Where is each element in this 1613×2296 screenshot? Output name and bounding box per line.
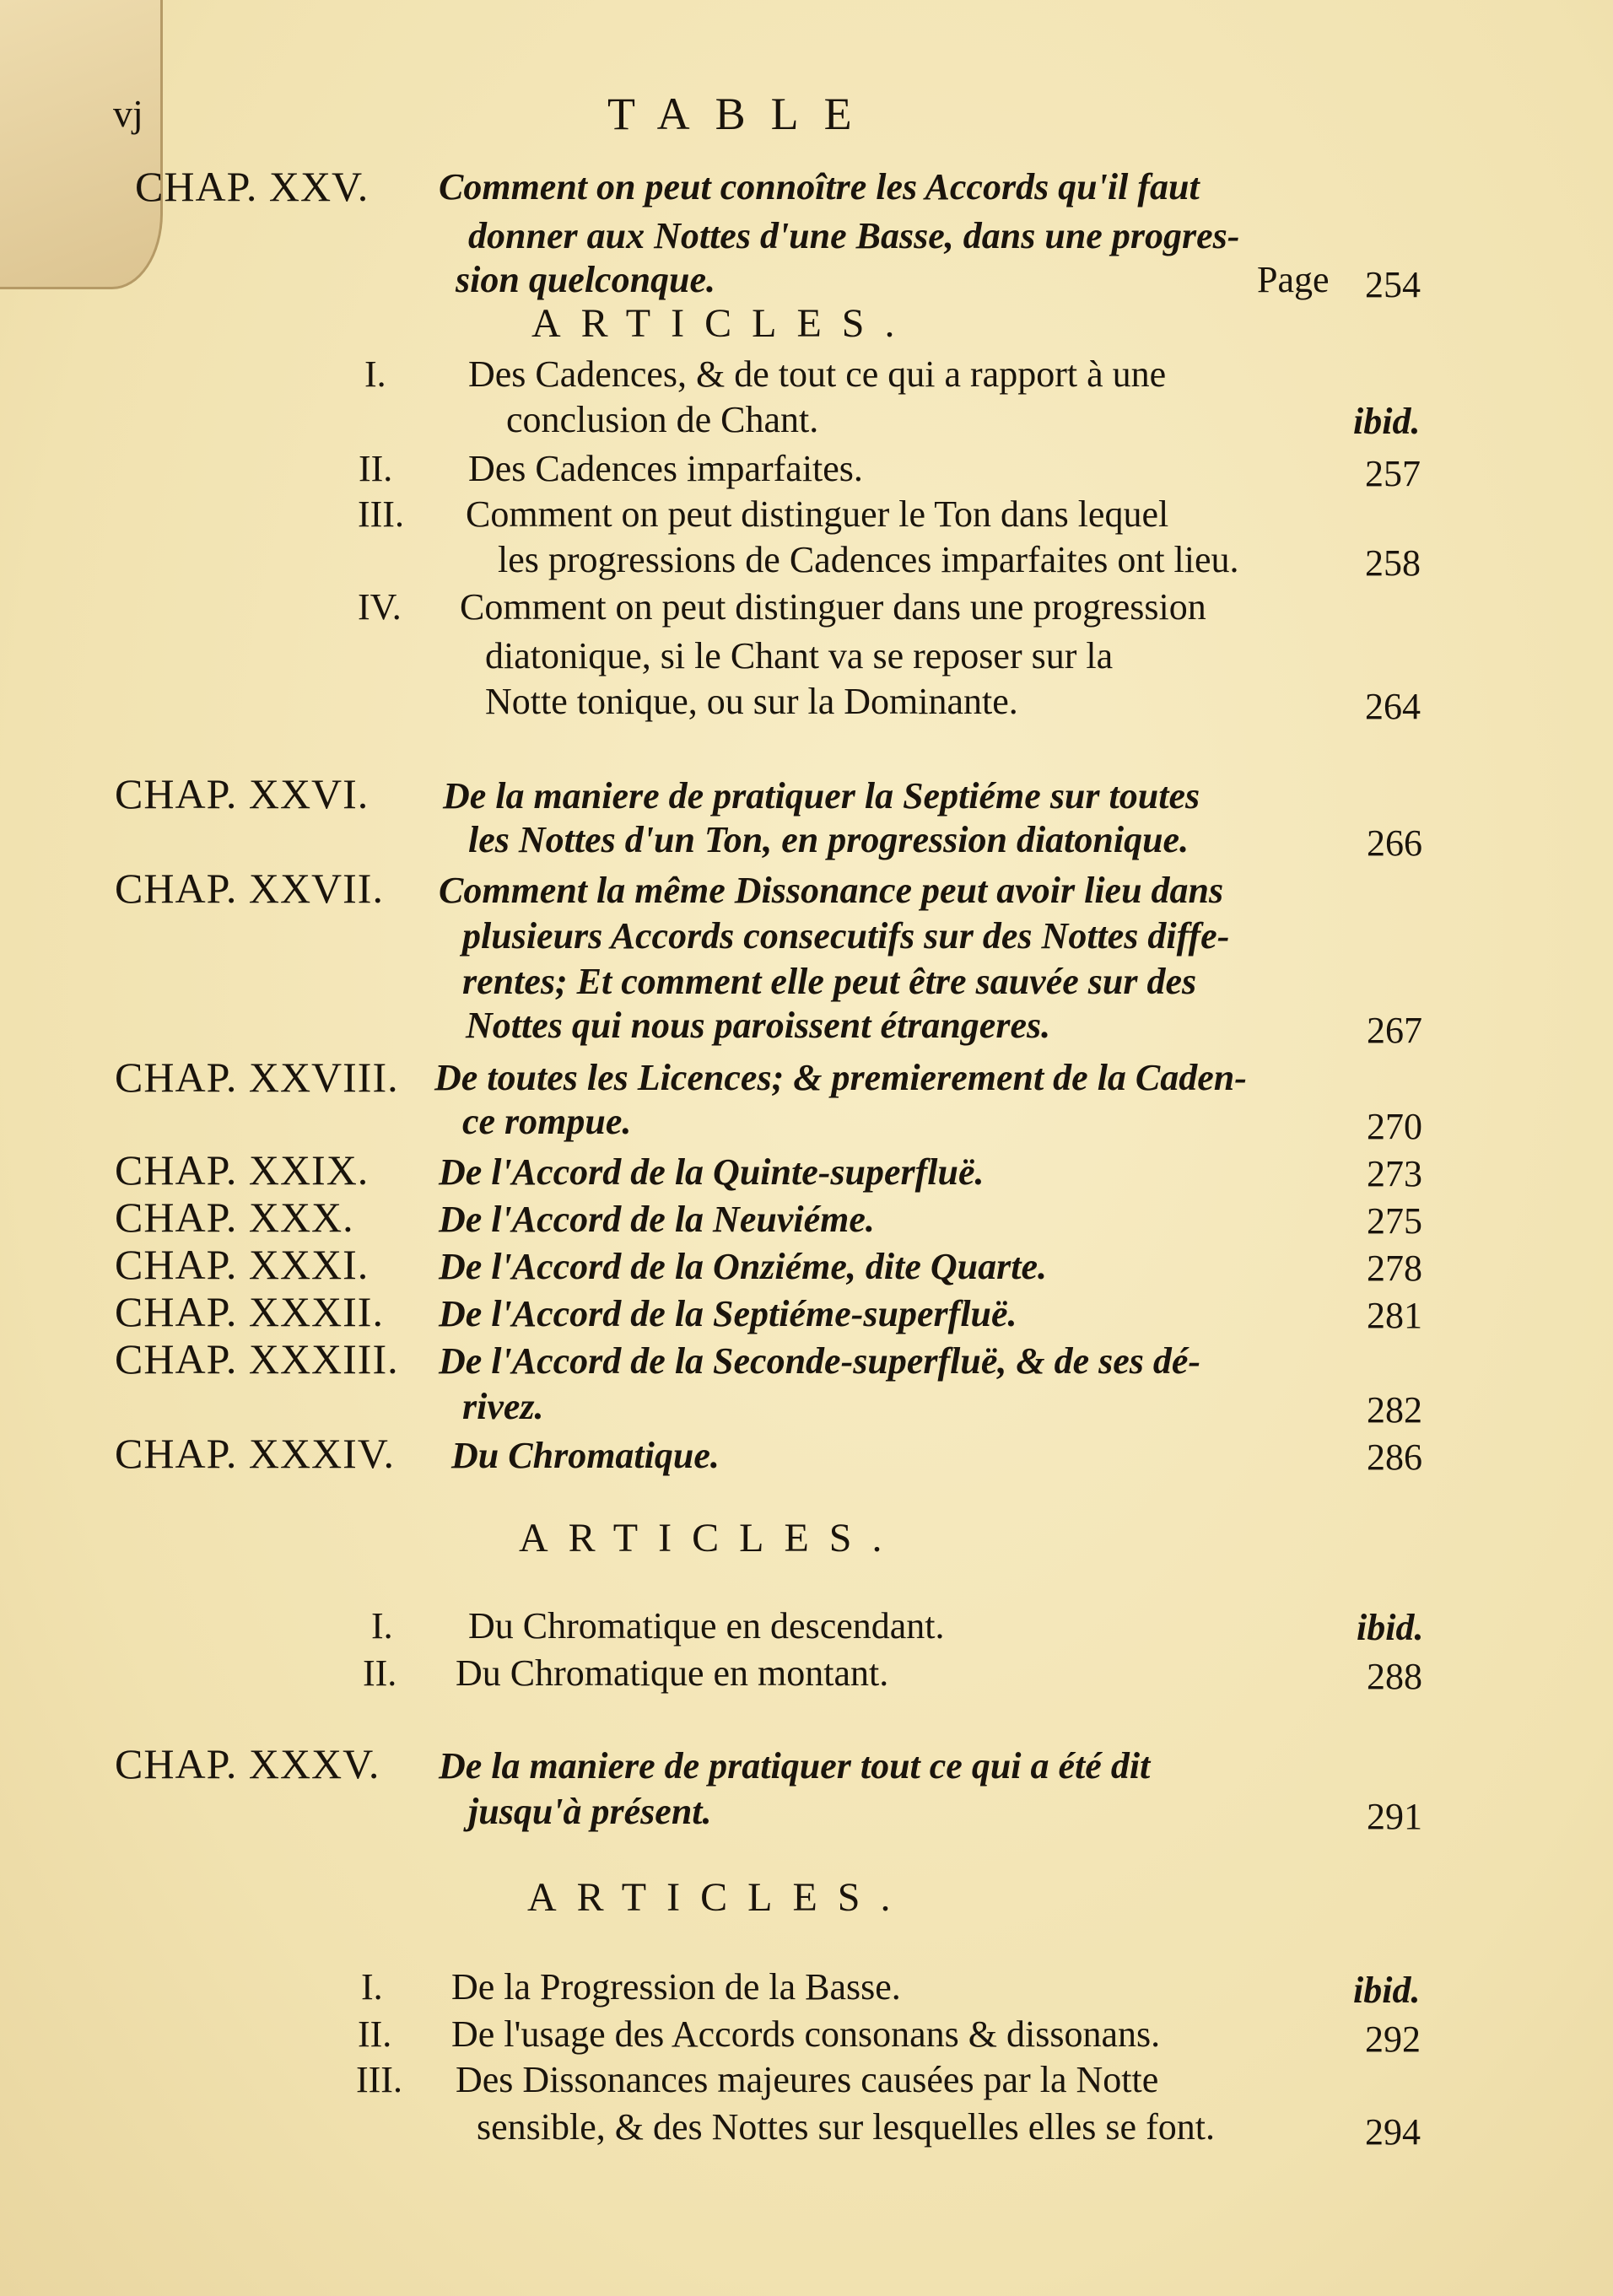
page-ref: ibid. <box>1353 401 1421 442</box>
article-number: I. <box>361 1966 383 2008</box>
page-ref: 275 <box>1367 1200 1422 1242</box>
page-ref: 273 <box>1367 1153 1422 1194</box>
page-ref: 258 <box>1365 542 1421 584</box>
page-ref: 257 <box>1365 453 1421 494</box>
page-ref: 254 <box>1365 264 1421 305</box>
page-label: Page <box>1257 259 1330 300</box>
chapter-title: ce rompue. <box>462 1101 632 1142</box>
chapter-label: CHAP. XXXI. <box>115 1241 370 1288</box>
articles-heading: ARTICLES. <box>527 1875 911 1920</box>
article-title: conclusion de Chant. <box>506 399 819 440</box>
page-ref: 282 <box>1367 1389 1422 1431</box>
chapter-title: De l'Accord de la Neuviéme. <box>439 1199 875 1240</box>
chapter-label: CHAP. XXVII. <box>115 865 384 912</box>
chapter-title: rentes; Et comment elle peut être sauvée sur des <box>462 961 1197 1002</box>
chapter-title: De toutes les Licences; & premierement de la Caden- <box>434 1057 1247 1098</box>
page-ref: 266 <box>1367 822 1422 864</box>
chapter-title: De l'Accord de la Onziéme, dite Quarte. <box>439 1246 1048 1287</box>
page-title: TABLE <box>607 89 877 139</box>
chapter-label: CHAP. XXXV. <box>115 1740 380 1787</box>
chapter-title: sion quelconque. <box>456 259 716 300</box>
page-ref: ibid. <box>1353 1970 1421 2011</box>
article-title: Comment on peut distinguer dans une progression <box>460 586 1206 628</box>
article-title: Notte tonique, ou sur la Dominante. <box>485 681 1018 722</box>
article-title: diatonique, si le Chant va se reposer sur la <box>485 635 1114 676</box>
chapter-label: CHAP. XXXIII. <box>115 1335 399 1382</box>
article-title: De la Progression de la Basse. <box>451 1966 901 2008</box>
page-ref: ibid. <box>1357 1607 1424 1648</box>
page-ref: 286 <box>1367 1436 1422 1478</box>
chapter-label: CHAP. XXX. <box>115 1194 354 1241</box>
article-number: I. <box>364 353 386 395</box>
article-number: III. <box>356 2059 402 2100</box>
chapter-label: CHAP. XXXII. <box>115 1288 384 1335</box>
chapter-title: plusieurs Accords consecutifs sur des Nottes diffe- <box>462 915 1230 957</box>
chapter-title: Comment la même Dissonance peut avoir lieu dans <box>439 870 1224 911</box>
chapter-label: CHAP. XXV. <box>135 163 370 210</box>
folded-corner <box>0 0 163 289</box>
article-title: De l'usage des Accords consonans & dissonans. <box>451 2013 1161 2055</box>
page-ref: 278 <box>1367 1248 1422 1289</box>
article-number: II. <box>359 448 393 489</box>
chapter-title: Du Chromatique. <box>451 1435 720 1476</box>
article-title: Du Chromatique en descendant. <box>468 1605 945 1647</box>
chapter-title: rivez. <box>462 1386 544 1427</box>
articles-heading: ARTICLES. <box>519 1516 903 1560</box>
chapter-title: Comment on peut connoître les Accords qu'il faut <box>439 166 1200 208</box>
chapter-label: CHAP. XXVIII. <box>115 1054 399 1101</box>
page-ref: 281 <box>1367 1295 1422 1336</box>
article-number: II. <box>358 2013 392 2055</box>
article-number: IV. <box>358 586 402 628</box>
article-title: Des Dissonances majeures causées par la Notte <box>456 2059 1159 2100</box>
chapter-label: CHAP. XXXIV. <box>115 1430 395 1477</box>
chapter-title: Nottes qui nous paroissent étrangeres. <box>466 1005 1051 1046</box>
chapter-title: De la maniere de pratiquer tout ce qui a été dit <box>439 1745 1151 1787</box>
chapter-title: donner aux Nottes d'une Basse, dans une progres- <box>468 215 1240 256</box>
article-title: Des Cadences imparfaites. <box>468 448 863 489</box>
article-title: Comment on peut distinguer le Ton dans lequel <box>466 493 1169 535</box>
article-number: III. <box>358 493 404 535</box>
article-number: II. <box>363 1652 397 1694</box>
page-ref: 291 <box>1367 1796 1422 1837</box>
article-number: I. <box>371 1605 393 1647</box>
chapter-title: jusqu'à présent. <box>468 1791 712 1832</box>
chapter-label: CHAP. XXIX. <box>115 1146 370 1194</box>
chapter-title: De l'Accord de la Seconde-superfluë, & de ses dé- <box>439 1340 1201 1382</box>
article-title: les progressions de Cadences imparfaites ont lieu. <box>498 539 1239 580</box>
page-ref: 292 <box>1365 2018 1421 2060</box>
article-title: Du Chromatique en montant. <box>456 1652 889 1694</box>
chapter-title: De la maniere de pratiquer la Septiéme sur toutes <box>443 775 1200 817</box>
page-ref: 264 <box>1365 686 1421 727</box>
page-ref: 267 <box>1367 1010 1422 1051</box>
article-title: sensible, & des Nottes sur lesquelles elles se font. <box>477 2106 1215 2148</box>
page-ref: 270 <box>1367 1106 1422 1147</box>
page-number: vj <box>113 92 143 135</box>
article-title: Des Cadences, & de tout ce qui a rapport à une <box>468 353 1167 395</box>
chapter-title: De l'Accord de la Quinte-superfluë. <box>439 1151 985 1193</box>
chapter-title: De l'Accord de la Septiéme-superfluë. <box>439 1293 1017 1334</box>
page-ref: 294 <box>1365 2111 1421 2153</box>
chapter-label: CHAP. XXVI. <box>115 770 370 817</box>
chapter-title: les Nottes d'un Ton, en progression diatonique. <box>468 819 1190 860</box>
articles-heading: ARTICLES. <box>531 301 915 346</box>
page-ref: 288 <box>1367 1656 1422 1697</box>
